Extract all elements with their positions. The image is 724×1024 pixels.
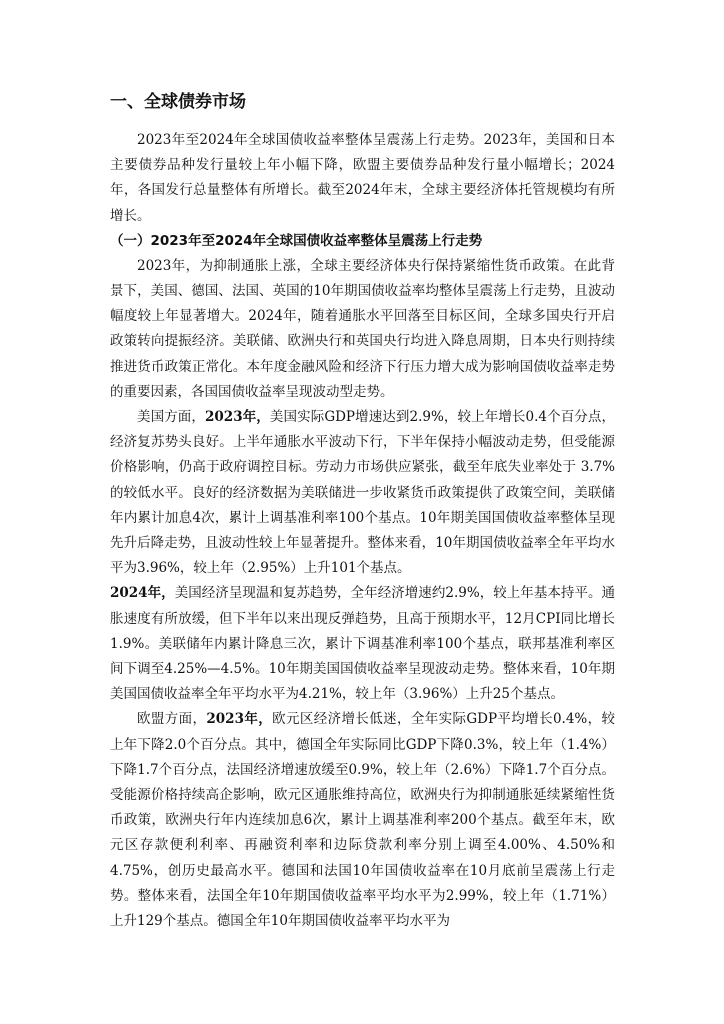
paragraph-us-2024 <box>110 581 615 707</box>
intro-paragraph: 2023年至2024年全球国债收益率整体呈震荡上行走势。2023年，美国和日本主要债券品种发行量较上年小幅下降，欧盟主要债券品种发行量小幅增长；2024年，各国发行总量整体有所增长。截至2024年末，全球主要经济体托管规模均有所增长。 <box>110 132 615 224</box>
eu-text-2023: 欧元区经济增长低迷，全年实际GDP平均增长0.4%，较上年下降2.0个百分点。其中，德国全年实际同比GDP下降0.3%，较上年（1.4%）下降1.7个百分点，法国经济增速放缓至0.9%，较上年（2.6%）下降1.7个百分点。受能源价格持续高企影响，欧元区通胀维持高位，欧洲央行为抑制通胀延续紧缩性货币政策，欧洲央行年内连续加息6次，累计上调基准利率200个基点。截至年末，欧元区存款便利利率、再融资利率和边际贷款利率分别上调至4.00%、4.50%和4.75%，创历史最高水平。德国和法国10年国债收益率在10月底前呈震荡上行走势。整体来看，法国全年10年期国债收益率平均水平为2.99%，较上年（1.71%）上升129个基点。德国全年10年期国债收益率平均水平为 <box>110 711 615 930</box>
document-body <box>110 90 615 934</box>
paragraph-us-2023 <box>110 405 615 581</box>
eu-lead: 欧盟方面， <box>137 711 207 728</box>
us-year-2024: 2024年， <box>110 585 175 602</box>
us-year-2023: 2023年， <box>205 409 270 426</box>
us-lead: 美国方面， <box>137 409 206 426</box>
us-text-2023: 美国实际GDP增速达到2.9%，较上年增长0.4个百分点，经济复苏势头良好。上半年通胀水平波动下行，下半年保持小幅波动走势，但受能源价格影响，仍高于政府调控目标。劳动力市场供应紧张，截至年底失业率处于 3.7%的较低水平。良好的经济数据为美联储进一步收紧货币政策提供了政策空间，美联储年内累计加息4次，累计上调基准利率100个基点。10年期美国国债收益率整体呈现先升后降走势，且波动性较上年显著提升。整体来看，10年期国债收益率全年平均水平为3.96%，较上年（2.95%）上升101个基点。 <box>110 409 616 577</box>
us-text-2024: 美国经济呈现温和复苏趋势，全年经济增速约2.9%，较上年基本持平。通胀速度有所放缓，但下半年以来出现反弹趋势，且高于预期水平，12月CPI同比增长1.9%。美联储年内累计降息三次，累计下调基准利率100个基点，联邦基准利率区间下调至4.25%—4.5%。10年期美国国债收益率呈现波动走势。整体来看，10年期美国国债收益率全年平均水平为4.21%，较上年（3.96%）上升25个基点。 <box>110 585 616 703</box>
paragraph-eu-2023 <box>110 707 615 934</box>
eu-year-2023: 2023年， <box>206 711 273 728</box>
section-title: 一、全球债券市场 <box>110 92 246 112</box>
subsection-title: （一）2023年至2024年全球国债收益率整体呈震荡上行走势 <box>110 232 483 249</box>
paragraph-overview: 2023年，为抑制通胀上涨，全球主要经济体央行保持紧缩性货币政策。在此背景下，美国、德国、法国、英国的10年期国债收益率均整体呈震荡上行走势，且波动幅度较上年显著增大。2024年，随着通胀水平回落至目标区间，全球多国央行开启政策转向提振经济。美联储、欧洲央行和英国央行均进入降息周期，日本央行则持续推进货币政策正常化。本年度金融风险和经济下行压力增大成为影响国债收益率走势的重要因素，各国国债收益率呈现波动型走势。 <box>110 257 615 400</box>
